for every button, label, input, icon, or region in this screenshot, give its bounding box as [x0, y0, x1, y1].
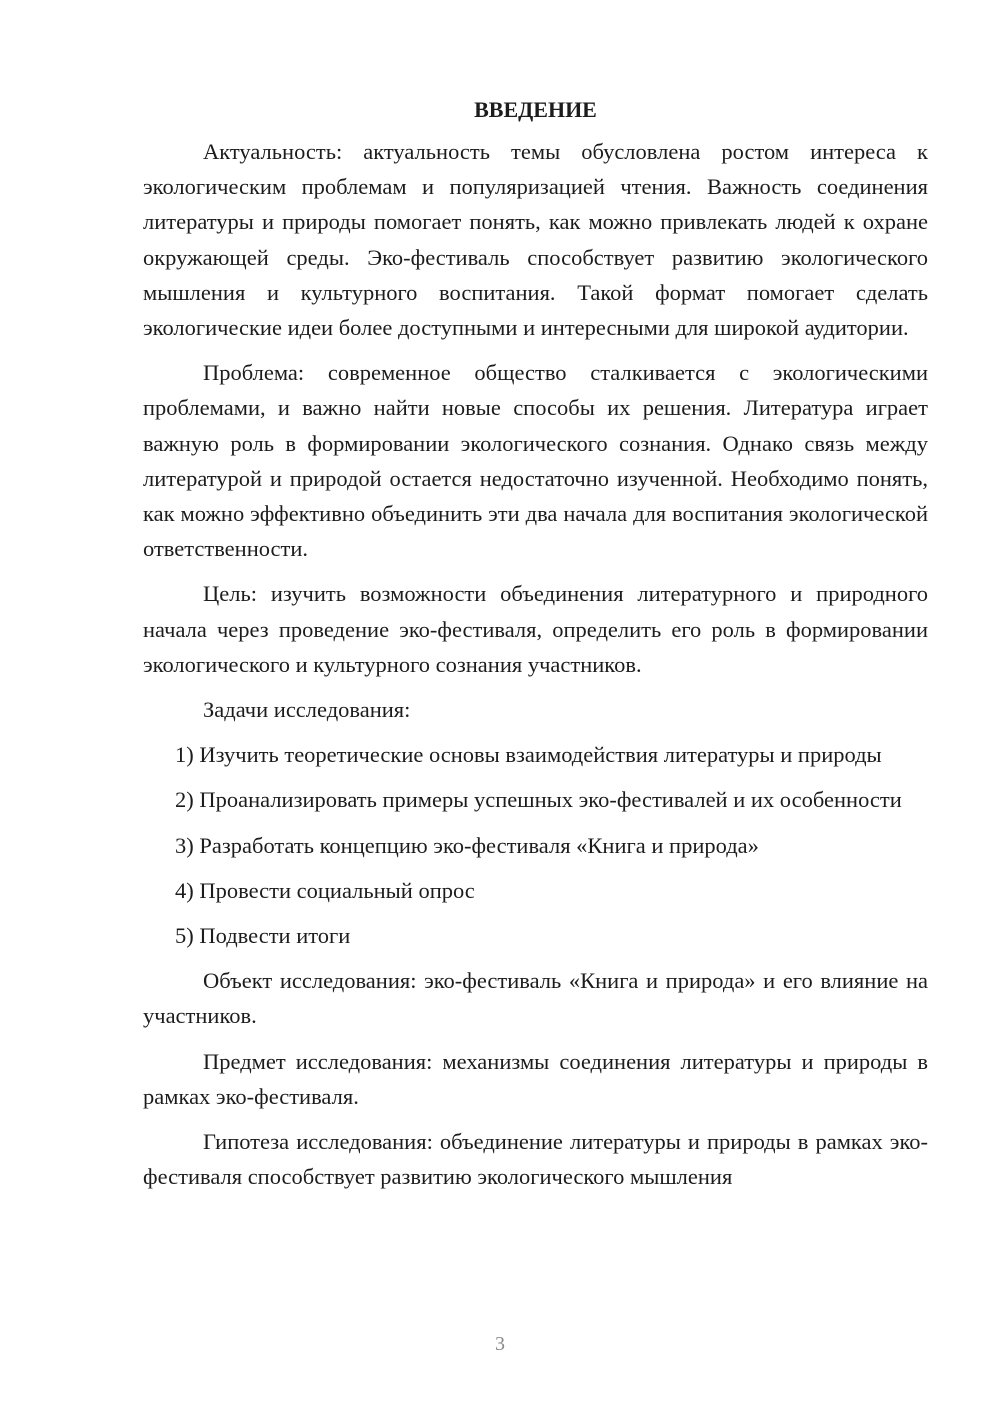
- task-item-1: 1) Изучить теоретические основы взаимодействия литературы и природы: [175, 742, 882, 768]
- page-number: 3: [495, 1333, 505, 1355]
- tasks-heading: Задачи исследования:: [203, 697, 411, 723]
- task-item-2: 2) Проанализировать примеры успешных эко-фестивалей и их особенности: [175, 787, 902, 813]
- paragraph-hypothesis: Гипотеза исследования: объединение литературы и природы в рамках эко-фестиваля способствует развитию экологического мышления: [143, 1129, 928, 1190]
- task-item-3: 3) Разработать концепцию эко-фестиваля «Книга и природа»: [175, 832, 759, 858]
- paragraph-problem: Проблема: современное общество сталкивается с экологическими проблемами, и важно найти новые способы их решения. Литература играет важную роль в формировании экологического сознания. Однако связь между литературой и природой остается недостаточно изученной. Необходимо понять, как можно эффективно объединить эти два начала для воспитания экологической ответственности.: [143, 360, 928, 562]
- paragraph-subject: Предмет исследования: механизмы соединения литературы и природы в рамках эко-фестиваля.: [143, 1048, 928, 1109]
- paragraph-goal: Цель: изучить возможности объединения литературного и природного начала через проведение эко-фестиваля, определить его роль в формировании экологического и культурного сознания участников.: [143, 581, 928, 677]
- section-title: ВВЕДЕНИЕ: [474, 97, 597, 122]
- task-item-5: 5) Подвести итоги: [175, 923, 351, 949]
- document-page: [143, 92, 928, 1204]
- paragraph-relevance: Актуальность: актуальность темы обусловлена ростом интереса к экологическим проблемам и популяризацией чтения. Важность соединения литературы и природы помогает понять, как можно привлекать людей к охране окружающей среды. Эко-фестиваль способствует развитию экологического мышления и культурного воспитания. Такой формат помогает сделать экологические идеи более доступными и интересными для широкой аудитории.: [143, 139, 928, 341]
- task-item-4: 4) Провести социальный опрос: [175, 877, 475, 903]
- paragraph-object: Объект исследования: эко-фестиваль «Книга и природа» и его влияние на участников.: [143, 968, 928, 1029]
